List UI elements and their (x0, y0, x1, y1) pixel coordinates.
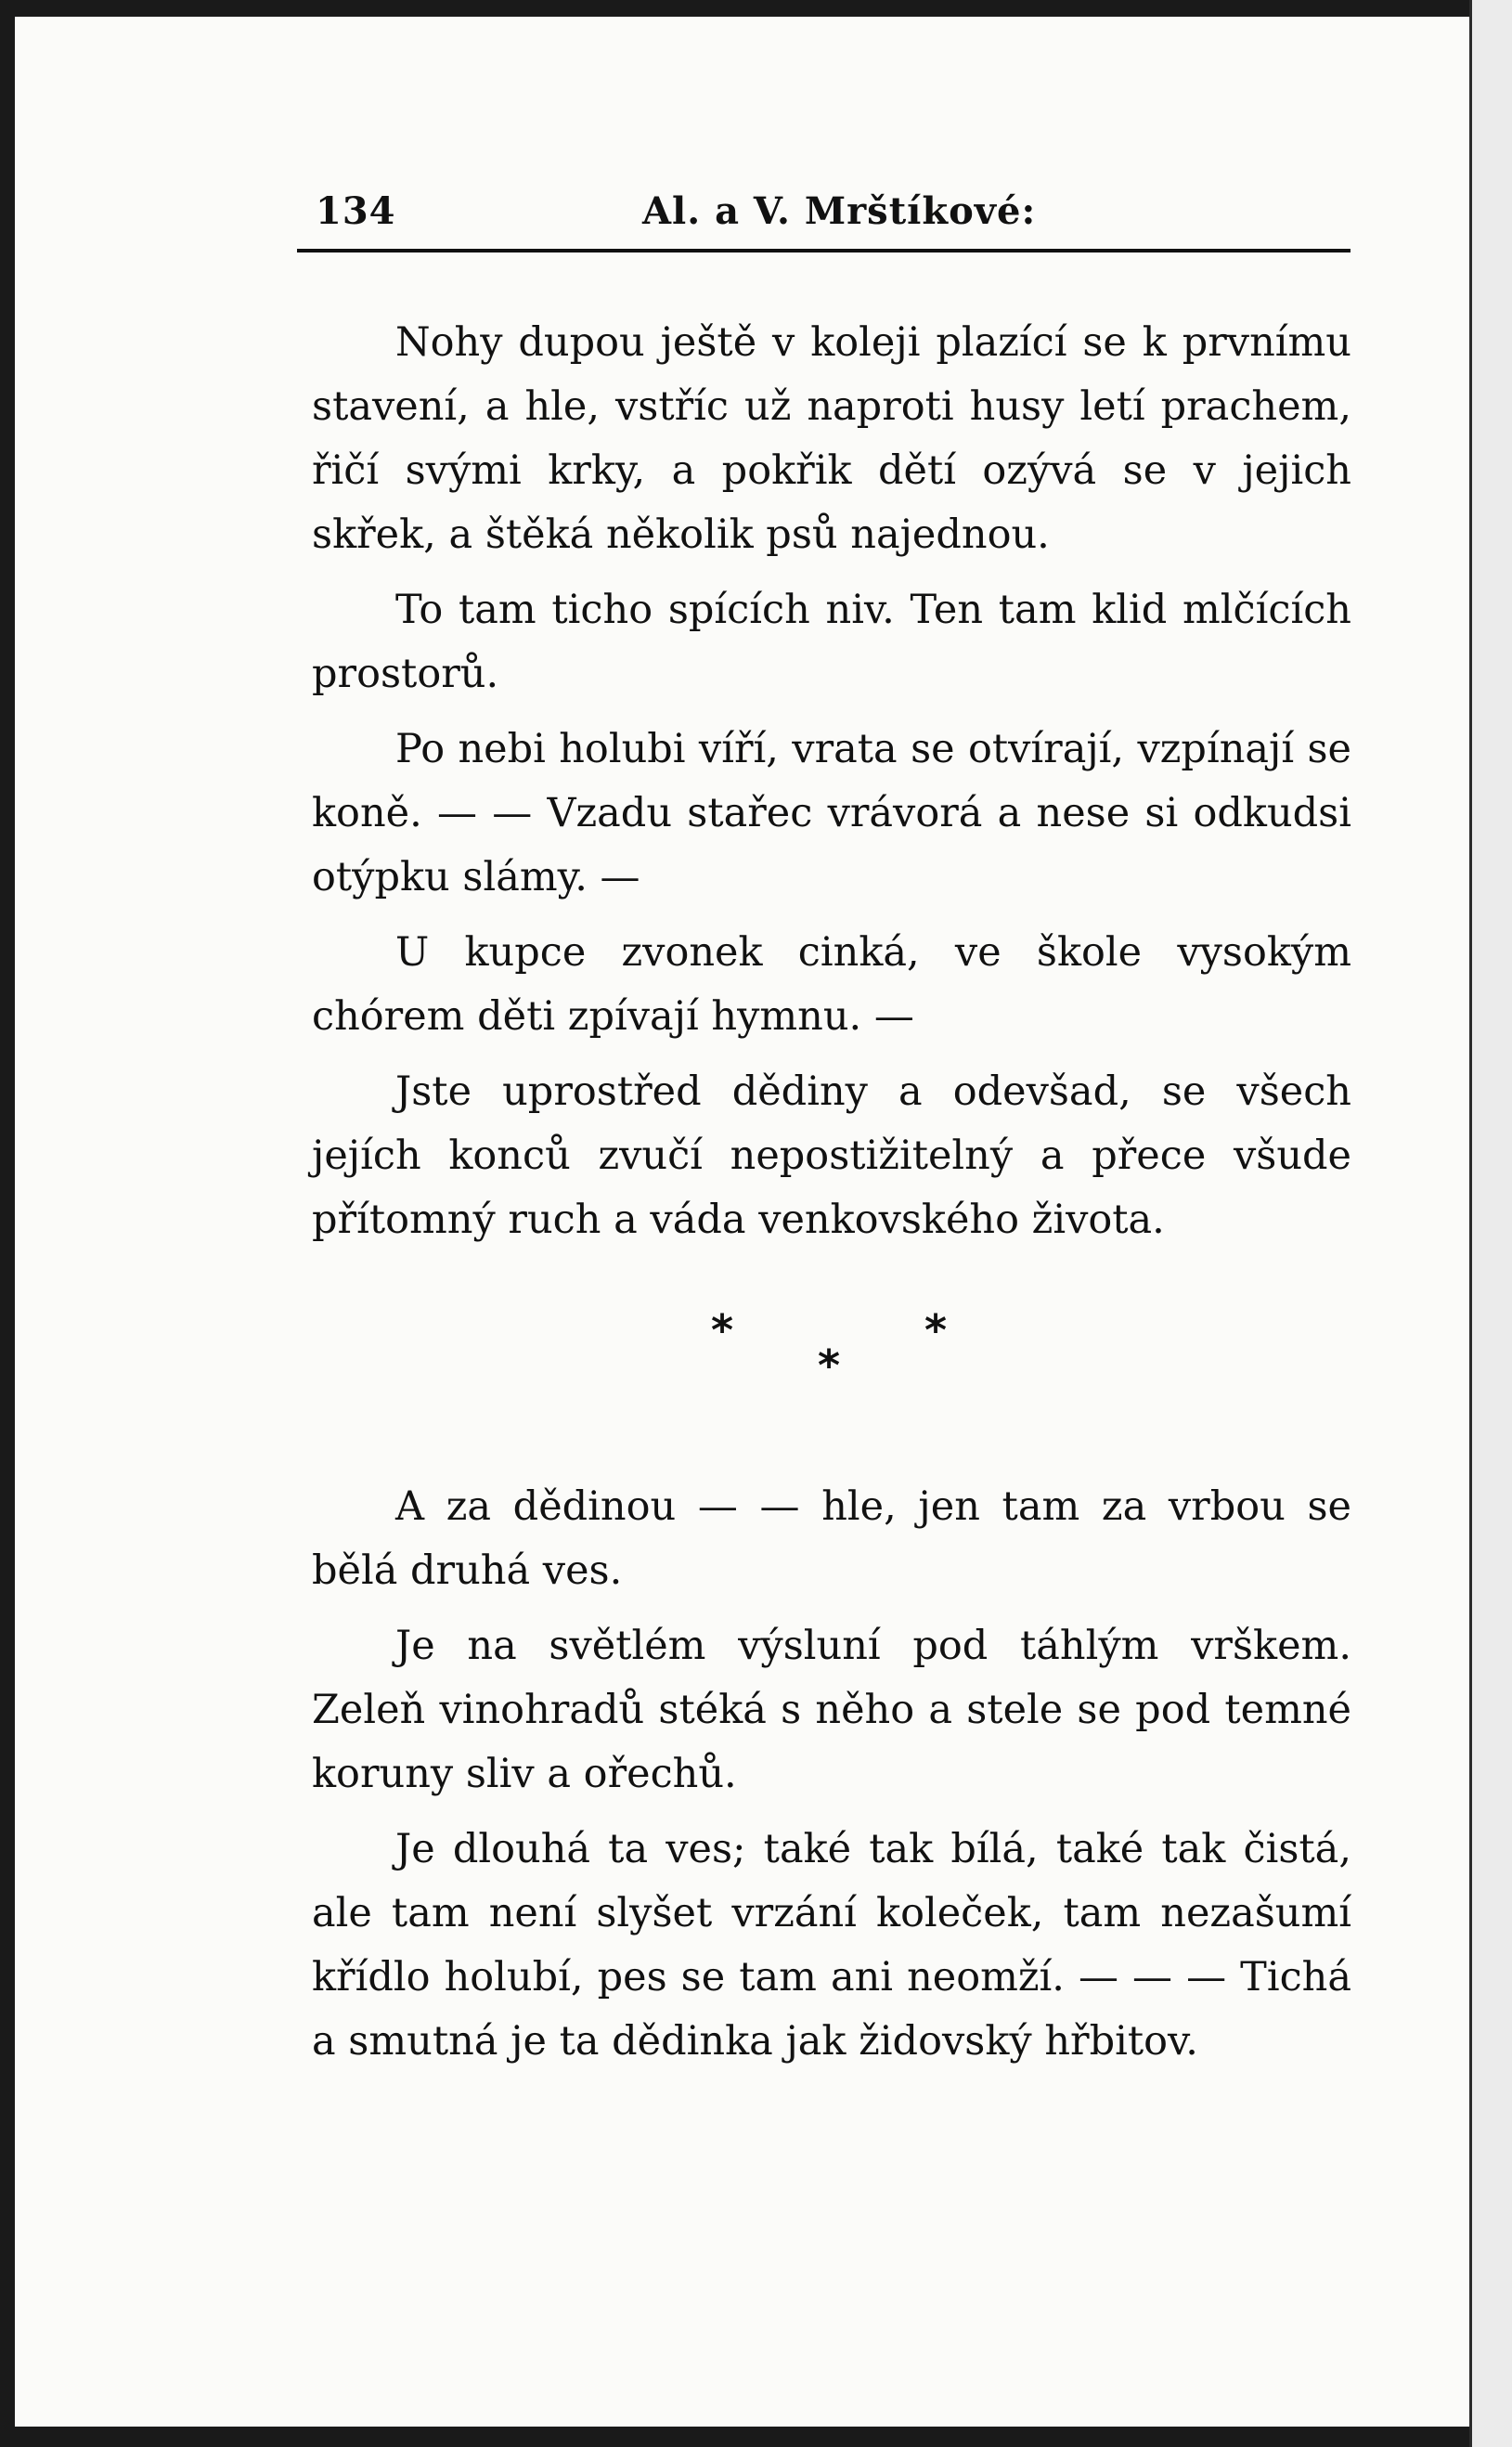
asterisk: * (711, 1305, 734, 1355)
paragraph: To tam ticho spících niv. Ten tam klid mlčících prostorů. (312, 587, 1351, 697)
paragraph: Po nebi holubi víří, vrata se otvírají, vzpínají se koně. — — Vzadu stařec vrávorá a nese si odkudsi otýpku slámy. — (312, 726, 1351, 900)
running-head: Al. a V. Mrštíkové: (642, 189, 1037, 233)
body-text (312, 311, 1351, 2085)
paragraph: U kupce zvonek cinká, ve škole vysokým chórem děti zpívají hymnu. — (312, 929, 1351, 1040)
paragraph: Jste uprostřed dědiny a odevšad, se všech jejích konců zvučí nepostižitelný a přece všude přítomný ruch a váda venkovského života. (312, 1068, 1351, 1243)
asterisk: * (924, 1305, 948, 1355)
section-break-asterism (312, 1299, 1351, 1419)
paragraph: Nohy dupou ještě v koleji plazící se k prvnímu stavení, a hle, vstříc už naproti husy letí prachem, řičí svými krky, a pokřik dětí ozývá se v jejich skřek, a štěká několik psů najednou. (312, 319, 1351, 558)
paragraph: A za dědinou — — hle, jen tam za vrbou se bělá druhá ves. (312, 1483, 1351, 1594)
scan-edge (1469, 0, 1512, 2447)
paragraph: Je na světlém výsluní pod táhlým vrškem. Zeleň vinohradů stéká s něho a stele se pod temné koruny sliv a ořechů. (312, 1623, 1351, 1797)
page-header (297, 184, 1350, 238)
asterisk: * (818, 1340, 841, 1391)
page-number: 134 (316, 189, 396, 233)
header-rule (297, 249, 1350, 252)
paragraph: Je dlouhá ta ves; také tak bílá, také tak čistá, ale tam není slyšet vrzání koleček, tam nezašumí křídlo holubí, pes se tam ani neomží. — — — Tichá a smutná je ta dědinka jak židovský hřbitov. (312, 1826, 1351, 2065)
